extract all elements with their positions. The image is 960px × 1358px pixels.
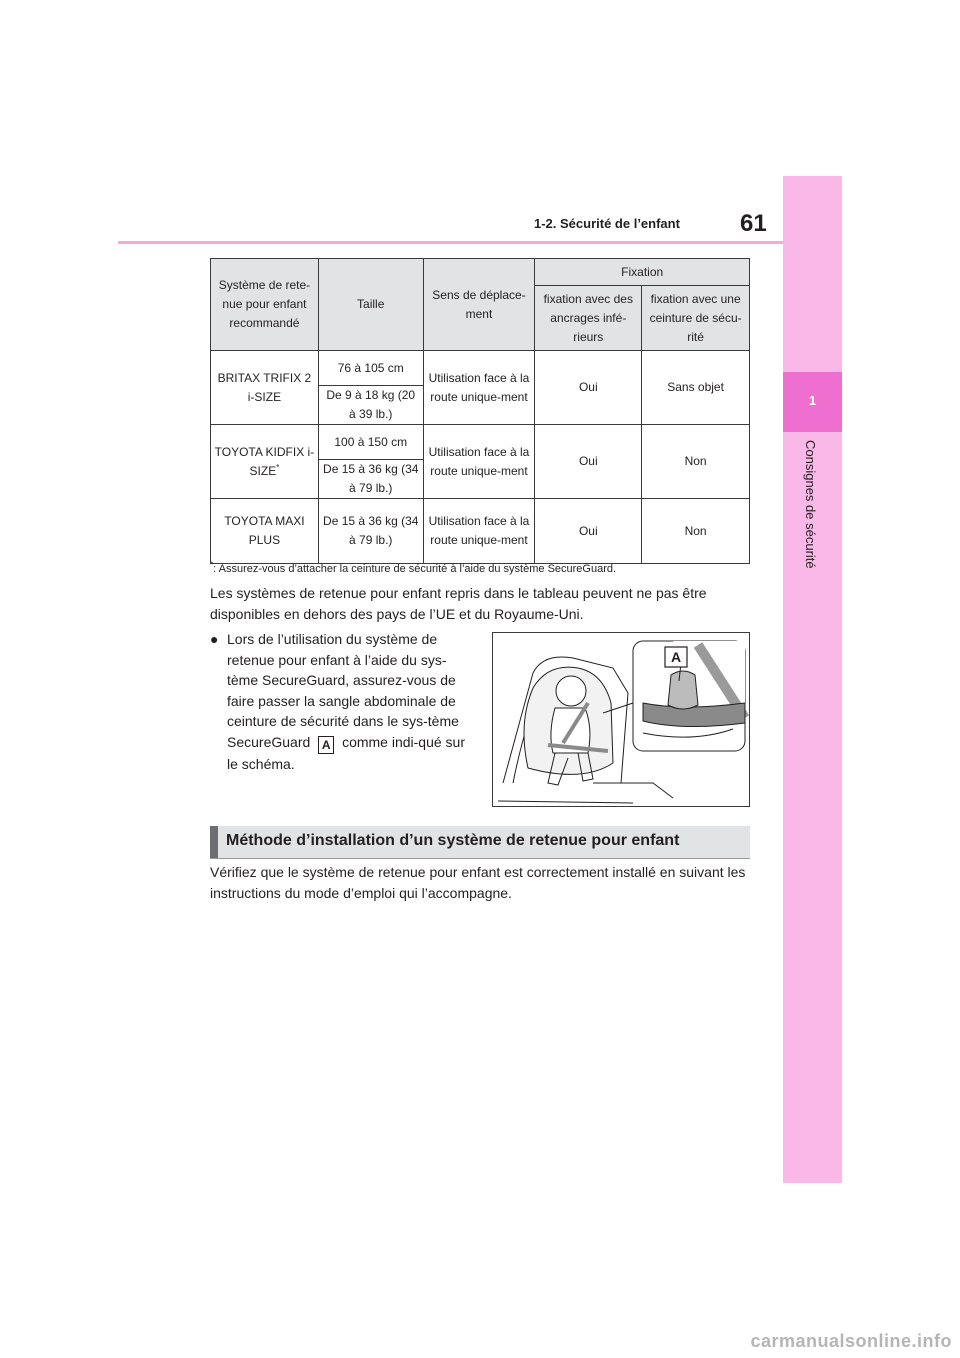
section-title: 1-2. Sécurité de l’enfant — [534, 216, 680, 231]
installation-heading-text: Méthode d’installation d’un système de retenue pour enfant — [226, 832, 680, 849]
table-row — [211, 351, 750, 386]
footnote-mark: * — [210, 560, 214, 570]
chapter-number: 1 — [808, 393, 817, 408]
cell-belt: Sans objet — [642, 351, 750, 425]
chapter-tab — [783, 176, 842, 1183]
cell-direction: Utilisation face à la route unique-ment — [423, 425, 535, 499]
table-row — [211, 425, 750, 460]
footnote-text: : Assurez-vous d’attacher la ceinture de sécurité à l’aide du système SecureGuard. — [213, 563, 617, 575]
installation-paragraph: Vérifiez que le système de retenue pour enfant est correctement installé en suivant les instructions du mode d’emploi qui l’accompagne. — [210, 864, 746, 901]
cell-weight: De 15 à 36 kg (34 à 79 lb.) — [318, 499, 423, 564]
cell-anchors: Oui — [535, 499, 642, 564]
child-seat-table — [210, 258, 750, 564]
cell-system — [211, 425, 319, 499]
footnote-marker: * — [276, 462, 280, 472]
header-direction: Sens de déplace-ment — [423, 259, 535, 351]
availability-paragraph: Les systèmes de retenue pour enfant repris dans le tableau peuvent ne pas être disponibles en dehors des pays de l’UE et du Royaume-Uni. — [210, 585, 707, 622]
chapter-title: Consignes de sécurité — [803, 440, 818, 569]
header-system: Système de rete-nue pour enfant recommandé — [211, 259, 319, 351]
installation-heading — [210, 826, 750, 859]
header-size: Taille — [318, 259, 423, 351]
header-fixation: Fixation — [535, 259, 750, 286]
page-number: 61 — [740, 210, 767, 237]
header-rule — [118, 241, 783, 244]
cell-belt: Non — [642, 499, 750, 564]
marker-a-icon: A — [318, 736, 334, 754]
secureguard-illustration — [492, 632, 750, 807]
cell-weight: De 9 à 18 kg (20 à 39 lb.) — [318, 386, 423, 425]
table-row — [211, 499, 750, 564]
cell-direction: Utilisation face à la route unique-ment — [423, 499, 535, 564]
bullet-text: Lors de l’utilisation du système de retenue pour enfant à l’aide du sys-tème SecureGuard, assurez-vous de faire passer la sangle abdominale de ceinture de sécurité dans le sys-tème SecureGuard — [227, 631, 459, 750]
cell-system-text: TOYOTA KIDFIX i-SIZE — [214, 444, 315, 478]
child-seat-drawing-icon — [493, 633, 749, 806]
bullet-item — [210, 629, 475, 774]
heading-accent-bar — [210, 826, 218, 858]
cell-anchors: Oui — [535, 425, 642, 499]
cell-size: 76 à 105 cm — [318, 351, 423, 386]
cell-size: 100 à 150 cm — [318, 425, 423, 460]
site-watermark: carmanualsonline.info — [750, 1331, 952, 1351]
header-fix-belt: fixation avec une ceinture de sécu-rité — [642, 286, 750, 351]
cell-weight: De 15 à 36 kg (34 à 79 lb.) — [318, 460, 423, 499]
callout-a-label: A — [670, 649, 682, 665]
cell-direction: Utilisation face à la route unique-ment — [423, 351, 535, 425]
header-fix-anchors: fixation avec des ancrages infé-rieurs — [535, 286, 642, 351]
cell-anchors: Oui — [535, 351, 642, 425]
chapter-title-vertical — [800, 440, 820, 580]
cell-system: TOYOTA MAXI PLUS — [211, 499, 319, 564]
bullet-text-end: comme indi-qué sur le schéma. — [227, 733, 465, 772]
bullet-dot-icon: ● — [210, 631, 219, 647]
cell-belt: Non — [642, 425, 750, 499]
table-footnote — [210, 560, 617, 575]
cell-system: BRITAX TRIFIX 2 i-SIZE — [211, 351, 319, 425]
